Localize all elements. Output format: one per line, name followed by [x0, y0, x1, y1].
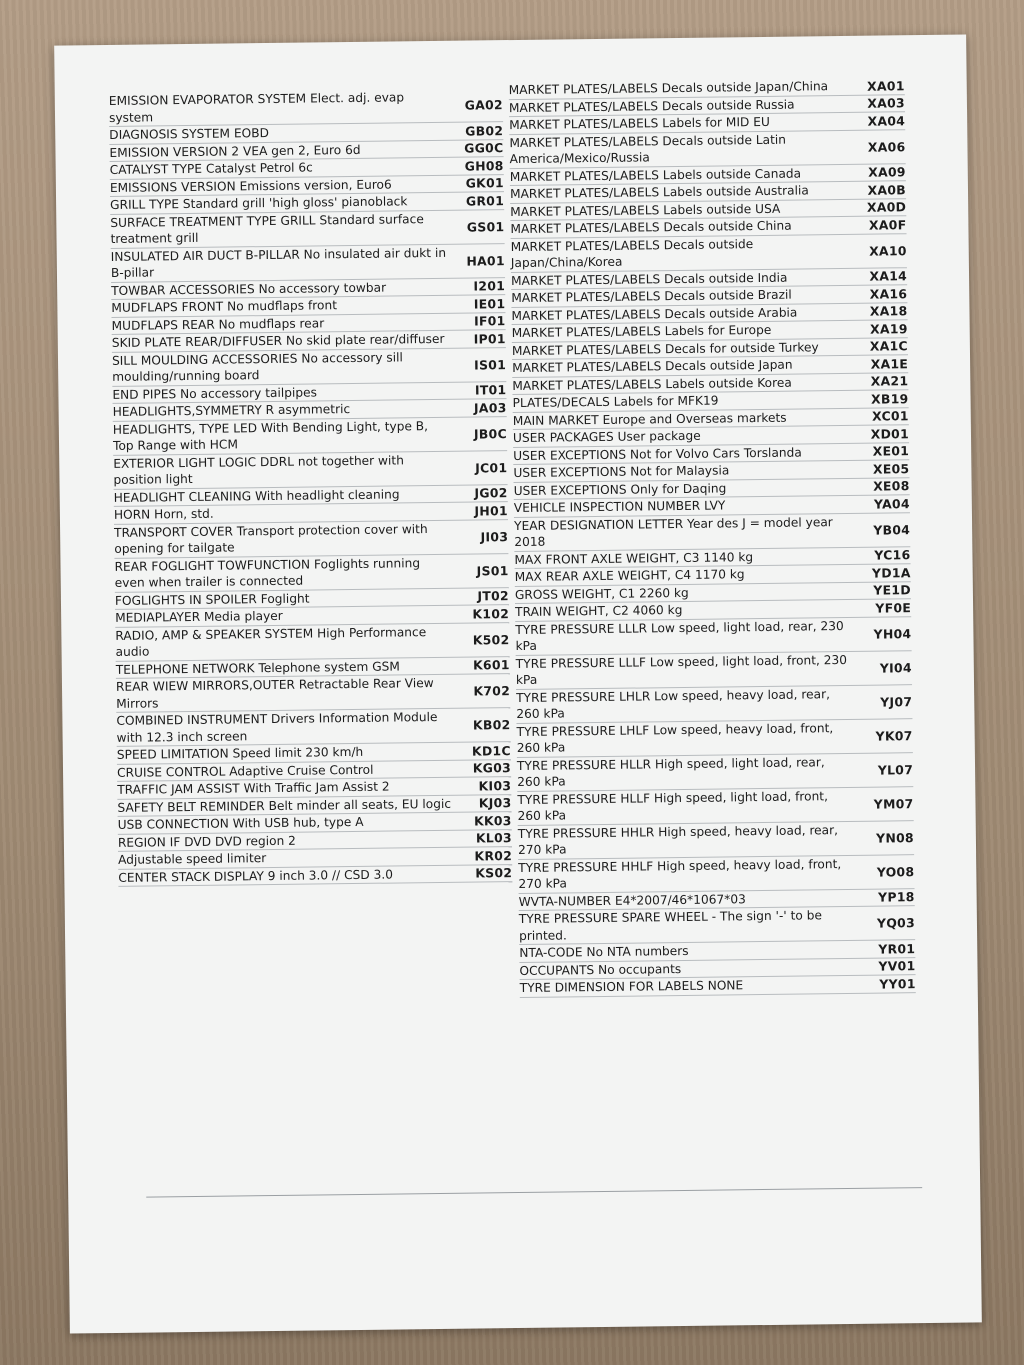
option-description: MARKET PLATES/LABELS Decals outside Russia	[508, 97, 795, 115]
option-row	[116, 674, 510, 713]
option-description: CENTER STACK DISPLAY 9 inch 3.0 // CSD 3.0	[118, 867, 394, 885]
option-code: GB02	[465, 122, 504, 139]
option-description: HEADLIGHTS, TYPE LED With Bending Light, type B, Top Range with HCM	[112, 418, 429, 453]
option-code: GK01	[465, 175, 504, 191]
option-code: XA19	[870, 320, 908, 337]
option-description: USER EXCEPTIONS Only for Daqing	[513, 480, 727, 498]
option-code: JH01	[474, 502, 508, 519]
option-description: TYRE PRESSURE HLLF High speed, light load, front, 260 kPa	[517, 788, 828, 824]
option-description: GROSS WEIGHT, C1 2260 kg	[514, 585, 689, 602]
option-description: MARKET PLATES/LABELS Decals outside Japan/China	[508, 79, 829, 98]
option-description: MARKET PLATES/LABELS Labels outside Australia	[509, 183, 809, 202]
option-description: MARKET PLATES/LABELS Decals outside Latin America/Mexico/Russia	[509, 132, 787, 167]
option-code: XE08	[873, 478, 910, 494]
option-description: RADIO, AMP & SPEAKER SYSTEM High Performance audio	[115, 624, 427, 659]
option-code: YF0E	[875, 599, 912, 616]
option-row	[113, 417, 507, 456]
option-row	[118, 865, 512, 887]
option-code: JG02	[474, 485, 508, 501]
option-row	[112, 348, 506, 387]
option-description: EMISSION EVAPORATOR SYSTEM Elect. adj. evap system	[108, 90, 405, 125]
option-description: PLATES/DECALS Labels for MFK19	[512, 393, 719, 411]
option-code: XD01	[870, 425, 910, 442]
option-row	[115, 623, 509, 662]
option-row	[511, 234, 907, 273]
left-column	[109, 88, 513, 887]
option-description: TYRE PRESSURE LLLF Low speed, light load, front, 230 kPa	[515, 652, 848, 688]
option-code: GS01	[466, 218, 505, 235]
option-description: MAX REAR AXLE WEIGHT, C4 1170 kg	[514, 567, 745, 585]
option-code: XE01	[872, 443, 910, 459]
option-code: XC01	[872, 408, 909, 424]
option-code: XA1E	[870, 355, 909, 372]
option-code: XA18	[869, 303, 908, 319]
option-description: MARKET PLATES/LABELS Decals outside India	[510, 270, 788, 288]
option-code: K502	[472, 631, 510, 648]
option-description: USER EXCEPTIONS Not for Volvo Cars Torslanda	[513, 445, 802, 463]
option-code: XB19	[870, 390, 909, 407]
option-code: JA03	[473, 399, 507, 416]
option-code: KS02	[475, 865, 513, 881]
option-description: TELEPHONE NETWORK Telephone system GSM	[115, 658, 400, 677]
option-description: MARKET PLATES/LABELS Labels outside Korea	[512, 375, 792, 393]
option-row	[116, 708, 510, 747]
option-row	[516, 651, 912, 690]
option-row	[514, 513, 910, 552]
option-code: XA01	[867, 77, 905, 94]
option-code: YL07	[877, 761, 914, 778]
option-description: Adjustable speed limiter	[118, 851, 267, 867]
option-code: XA04	[867, 112, 906, 129]
option-code: KB02	[472, 717, 511, 733]
option-description: MARKET PLATES/LABELS Decals outside Brazil	[511, 287, 792, 306]
option-code: XA06	[867, 138, 906, 155]
option-description: END PIPES No accessory tailpipes	[112, 384, 317, 402]
option-description: MARKET PLATES/LABELS Decals outside Japan/China/Korea	[510, 236, 754, 271]
option-description: EMISSIONS VERSION Emissions version, Euro6	[109, 177, 392, 195]
option-code: YB04	[873, 521, 911, 538]
option-code: XA03	[867, 95, 906, 111]
option-description: MARKET PLATES/LABELS Decals outside China	[510, 218, 792, 237]
option-description: TRAFFIC JAM ASSIST With Traffic Jam Assist 2	[117, 779, 390, 797]
option-description: NTA-CODE No NTA numbers	[519, 943, 689, 961]
option-description: TYRE PRESSURE HLLR High speed, light load, rear, 260 kPa	[516, 754, 825, 790]
option-code: K601	[473, 657, 510, 673]
option-code: XA1C	[869, 338, 908, 354]
option-code: GH08	[464, 157, 504, 174]
option-code: YY01	[879, 975, 916, 992]
option-description: TYRE PRESSURE LHLR Low speed, heavy load, rear, 260 kPa	[516, 686, 831, 722]
option-description: EXTERIOR LIGHT LOGIC DDRL not together with position light	[113, 452, 404, 487]
option-code: YI04	[879, 659, 912, 676]
option-description: HORN Horn, std.	[113, 506, 214, 522]
option-description: TRAIN WEIGHT, C2 4060 kg	[515, 602, 683, 620]
option-code: XA21	[870, 373, 909, 389]
option-row	[113, 451, 507, 490]
option-row	[519, 906, 915, 945]
option-row	[518, 855, 914, 894]
option-row	[516, 685, 912, 724]
option-code: XA0D	[866, 199, 907, 215]
option-description: MARKET PLATES/LABELS Decals outside Arabia	[511, 305, 798, 323]
option-description: TYRE PRESSURE LLLR Low speed, light load, rear, 230 kPa	[515, 618, 844, 654]
option-row	[517, 787, 913, 826]
option-code: GR01	[465, 192, 505, 209]
right-column	[509, 77, 916, 997]
option-description: WVTA-NUMBER E4*2007/46*1067*03	[518, 891, 746, 909]
option-description: MARKET PLATES/LABELS Decals outside Japan	[512, 357, 793, 376]
option-row	[114, 520, 508, 559]
option-code: YA04	[873, 495, 910, 512]
option-description: MARKET PLATES/LABELS Labels outside Canada	[509, 166, 802, 184]
option-description: MARKET PLATES/LABELS Decals for outside Turkey	[511, 339, 819, 358]
option-description: SPEED LIMITATION Speed limit 230 km/h	[116, 744, 364, 762]
option-row	[110, 210, 504, 249]
option-description: CATALYST TYPE Catalyst Petrol 6c	[109, 160, 313, 177]
option-row	[111, 244, 505, 283]
option-code: IE01	[473, 295, 506, 312]
option-code: YD1A	[871, 564, 911, 581]
option-code: KG03	[472, 760, 512, 776]
option-code: YO08	[876, 863, 915, 880]
option-description: DIAGNOSIS SYSTEM EOBD	[109, 126, 270, 142]
option-code: YH04	[873, 625, 912, 642]
option-description: MUDFLAPS FRONT No mudflaps front	[111, 298, 338, 315]
option-code: YN08	[876, 829, 914, 846]
option-code: K702	[473, 683, 511, 699]
option-code: IS01	[474, 356, 507, 373]
footer-divider	[146, 1187, 922, 1197]
option-description: GRILL TYPE Standard grill 'high gloss' pianoblack	[110, 194, 408, 212]
option-row	[509, 130, 905, 169]
option-description: COMBINED INSTRUMENT Drivers Information Module with 12.3 inch screen	[116, 709, 438, 745]
option-code: YE1D	[873, 582, 911, 598]
option-code: XA0B	[867, 181, 907, 198]
option-code: JB0C	[473, 425, 508, 442]
option-description: HEADLIGHTS,SYMMETRY R asymmetric	[112, 402, 351, 419]
option-code: KJ03	[478, 795, 512, 811]
option-description: USER PACKAGES User package	[512, 428, 701, 446]
option-code: KL03	[475, 830, 512, 846]
option-row	[109, 88, 503, 127]
option-code: IF01	[473, 313, 506, 329]
option-description: SKID PLATE REAR/DIFFUSER No skid plate rear/diffuser	[111, 331, 445, 350]
option-code: KI03	[478, 777, 512, 794]
option-description: MARKET PLATES/LABELS Labels for Europe	[511, 322, 772, 341]
option-description: VEHICLE INSPECTION NUMBER LVY	[513, 498, 726, 516]
option-description: CRUISE CONTROL Adaptive Cruise Control	[116, 762, 374, 780]
option-description: USER EXCEPTIONS Not for Malaysia	[513, 463, 730, 481]
option-code: KD1C	[471, 742, 511, 759]
printed-sheet	[54, 34, 982, 1333]
option-row	[518, 821, 914, 860]
option-code: YR01	[878, 940, 916, 957]
option-description: SILL MOULDING ACCESSORIES No accessory sill moulding/running board	[111, 349, 403, 384]
option-code: K102	[472, 605, 510, 622]
option-code: HA01	[466, 252, 505, 269]
option-code: KR02	[474, 847, 513, 864]
option-code: IT01	[474, 382, 507, 398]
option-description: TRANSPORT COVER Transport protection cover with opening for tailgate	[114, 521, 428, 556]
option-code: GG0C	[464, 140, 504, 156]
option-row	[520, 975, 916, 997]
option-description: MAX FRONT AXLE WEIGHT, C3 1140 kg	[514, 549, 754, 567]
option-description: MARKET PLATES/LABELS Labels outside USA	[510, 201, 781, 219]
option-code: YQ03	[876, 915, 916, 931]
option-code: YJ07	[880, 693, 913, 710]
option-description: SURFACE TREATMENT TYPE GRILL Standard surface treatment grill	[110, 211, 424, 246]
option-code: JI03	[480, 528, 509, 544]
option-description: USB CONNECTION With USB hub, type A	[117, 814, 364, 832]
option-description: MUDFLAPS REAR No mudflaps rear	[111, 315, 325, 333]
option-row	[517, 753, 913, 792]
option-description: OCCUPANTS No occupants	[519, 961, 682, 978]
option-code: KK03	[473, 812, 512, 829]
option-code: XE05	[872, 460, 910, 477]
option-description: MARKET PLATES/LABELS Labels for MID EU	[509, 114, 770, 133]
option-code: YM07	[873, 795, 914, 812]
option-code: JC01	[475, 459, 508, 476]
option-description: REAR FOGLIGHT TOWFUNCTION Foglights running even when trailer is connected	[114, 555, 421, 590]
option-description: MEDIAPLAYER Media player	[115, 608, 283, 625]
option-description: TYRE PRESSURE LHLF Low speed, heavy load, front, 260 kPa	[516, 720, 834, 756]
option-description: REAR WIEW MIRRORS,OUTER Retractable Rear View Mirrors	[115, 676, 434, 711]
option-description: TYRE PRESSURE SPARE WHEEL - The sign '-' to be printed.	[518, 908, 822, 943]
option-description: INSULATED AIR DUCT B-PILLAR No insulated air dukt in B-pillar	[110, 245, 447, 280]
option-row	[515, 617, 911, 656]
option-description: EMISSION VERSION 2 VEA gen 2, Euro 6d	[109, 142, 361, 160]
option-code: JT02	[477, 588, 510, 604]
option-code: IP01	[473, 330, 506, 347]
option-description: HEADLIGHT CLEANING With headlight cleaning	[113, 486, 400, 505]
option-code: XA0F	[868, 216, 907, 233]
option-code: GA02	[464, 97, 504, 113]
option-row	[114, 554, 508, 593]
option-description: REGION IF DVD DVD region 2	[117, 833, 296, 850]
option-description: SAFETY BELT REMINDER Belt minder all seats, EU logic	[117, 796, 452, 815]
option-code: I201	[473, 278, 506, 294]
option-code: YC16	[874, 547, 911, 563]
option-code: YK07	[875, 727, 913, 744]
option-code: XA16	[869, 285, 908, 302]
option-description: YEAR DESIGNATION LETTER Year des J = model year 2018	[513, 514, 833, 550]
option-description: TYRE PRESSURE HHLF High speed, heavy load, front, 270 kPa	[518, 856, 842, 892]
option-code: XA14	[869, 268, 908, 284]
option-row	[516, 719, 912, 758]
option-description: TYRE PRESSURE HHLR High speed, heavy load, rear, 270 kPa	[517, 822, 839, 858]
option-description: MAIN MARKET Europe and Overseas markets	[512, 410, 787, 428]
option-code: JS01	[476, 562, 509, 578]
option-description: TOWBAR ACCESSORIES No accessory towbar	[111, 280, 387, 298]
option-code: XA10	[869, 242, 907, 259]
option-code: YV01	[878, 958, 916, 974]
option-description: TYRE DIMENSION FOR LABELS NONE	[519, 978, 744, 996]
option-code: XA09	[868, 164, 906, 180]
option-description: FOGLIGHTS IN SPOILER Foglight	[114, 591, 310, 608]
option-code: YP18	[878, 889, 915, 905]
